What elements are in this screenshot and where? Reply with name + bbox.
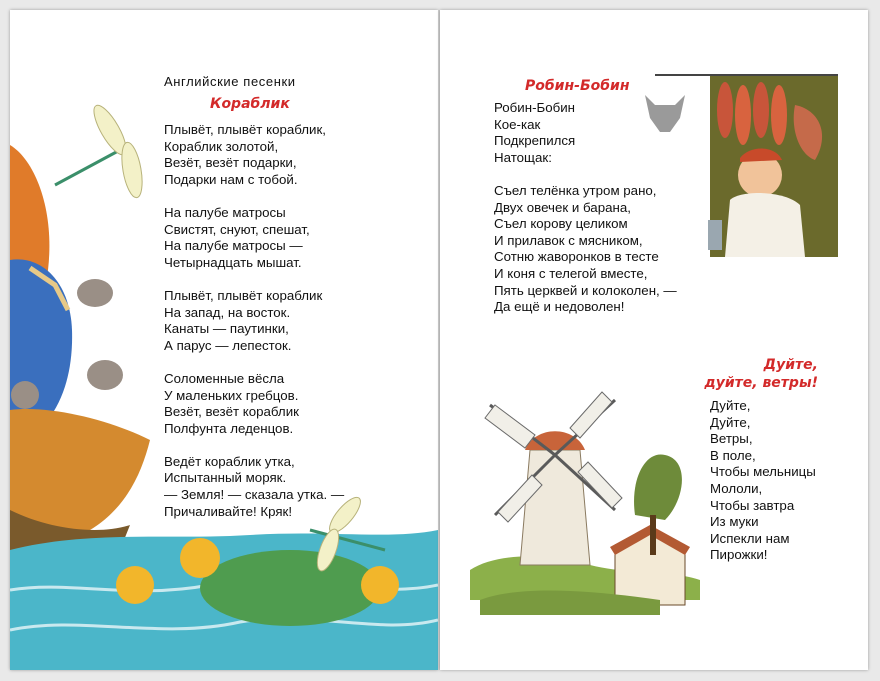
poem-line: В поле, [710,447,756,463]
mouse-4 [11,381,39,409]
poem-line: Подарки нам с тобой. [164,171,298,187]
flower-1 [180,538,220,578]
poem-line: Подкрепился [494,133,576,149]
mouse-2 [87,360,123,390]
poem-line: На палубе матросы — [164,238,303,254]
poem-robin-bobin [494,100,677,332]
poem-line: Канаты — паутинки, [164,321,289,337]
poem-line: На запад, на восток. [164,304,291,320]
stanza [164,122,344,188]
poem-line: Съел телёнка утром рано, [494,182,657,198]
poem-title-korablik: Кораблик [210,96,290,112]
poem-line: Полфунта леденцов. [164,420,294,436]
poem-line: Да ещё и недоволен! [494,299,625,315]
poem-line: Пирожки! [710,547,768,563]
poem-line: У маленьких гребцов. [164,387,299,403]
poem-line: Везёт, везёт кораблик [164,404,299,420]
poem-line: Соломенные вёсла [164,370,285,386]
poem-line: Из муки [710,514,759,530]
poem-line: Дуйте, [710,398,751,413]
poem-korablik [164,122,344,537]
left-page [10,10,438,670]
poem-title-robin-bobin: Робин-Бобин [525,78,630,94]
butcher-apron [725,193,805,257]
poem-line: Дуйте, [710,414,751,430]
poem-line: Кораблик золотой, [164,138,279,154]
poem-line: Двух овечек и барана, [494,199,631,215]
poem-line: Натощак: [494,149,552,165]
poem-line: Испекли нам [710,530,790,546]
poem-line: Причаливайте! Кряк! [164,503,293,519]
tree [634,454,682,520]
windmill-tower [520,450,590,565]
poem-line: И коня с телегой вместе, [494,265,648,281]
poem-line: Свистят, снуют, спешат, [164,221,310,237]
poem-line: Сотню жаворонков в тесте [494,249,659,265]
poem-line: Плывёт, плывёт кораблик, [164,122,326,137]
poem-line: Четырнадцать мышат. [164,254,302,270]
lily-pad [200,550,380,626]
section-title: Английские песенки [164,74,296,89]
poem-line: Испытанный моряк. [164,470,287,486]
poem-line: — Земля! — сказала утка. — [164,487,345,503]
poem-line: Кое-как [494,116,541,132]
stanza [164,288,344,354]
poem-line: Плывёт, плывёт кораблик [164,287,323,303]
poem-line: Чтобы завтра [710,497,795,513]
right-page [440,10,868,670]
poem-line: Мололи, [710,480,763,496]
flower-2 [116,566,154,604]
poem-line: Съел корову целиком [494,216,628,232]
stanza [164,371,344,437]
poem-line: Пять церквей и колоколен, — [494,282,677,298]
cleaver [708,220,722,250]
poem-line: Везёт, везёт подарки, [164,155,297,171]
stanza [164,205,344,271]
poem-line: И прилавок с мясником, [494,232,643,248]
flower-3 [361,566,399,604]
stanza [164,454,344,520]
poem-duyte-vetry [710,398,816,564]
poem-title-line: Дуйте, [763,357,818,373]
poem-line: Робин-Бобин [494,100,576,115]
poem-line: А парус — лепесток. [164,337,292,353]
poem-line: Ведёт кораблик утка, [164,453,295,469]
poem-title-duyte-vetry [690,356,818,392]
poem-line: На палубе матросы [164,204,286,220]
stanza [494,100,677,166]
dragonfly-top [55,101,146,199]
poem-title-line: дуйте, ветры! [704,375,818,391]
stanza [494,183,677,316]
poem-line: Чтобы мельницы [710,464,816,480]
poem-line: Ветры, [710,431,753,447]
mouse-1 [77,279,113,307]
